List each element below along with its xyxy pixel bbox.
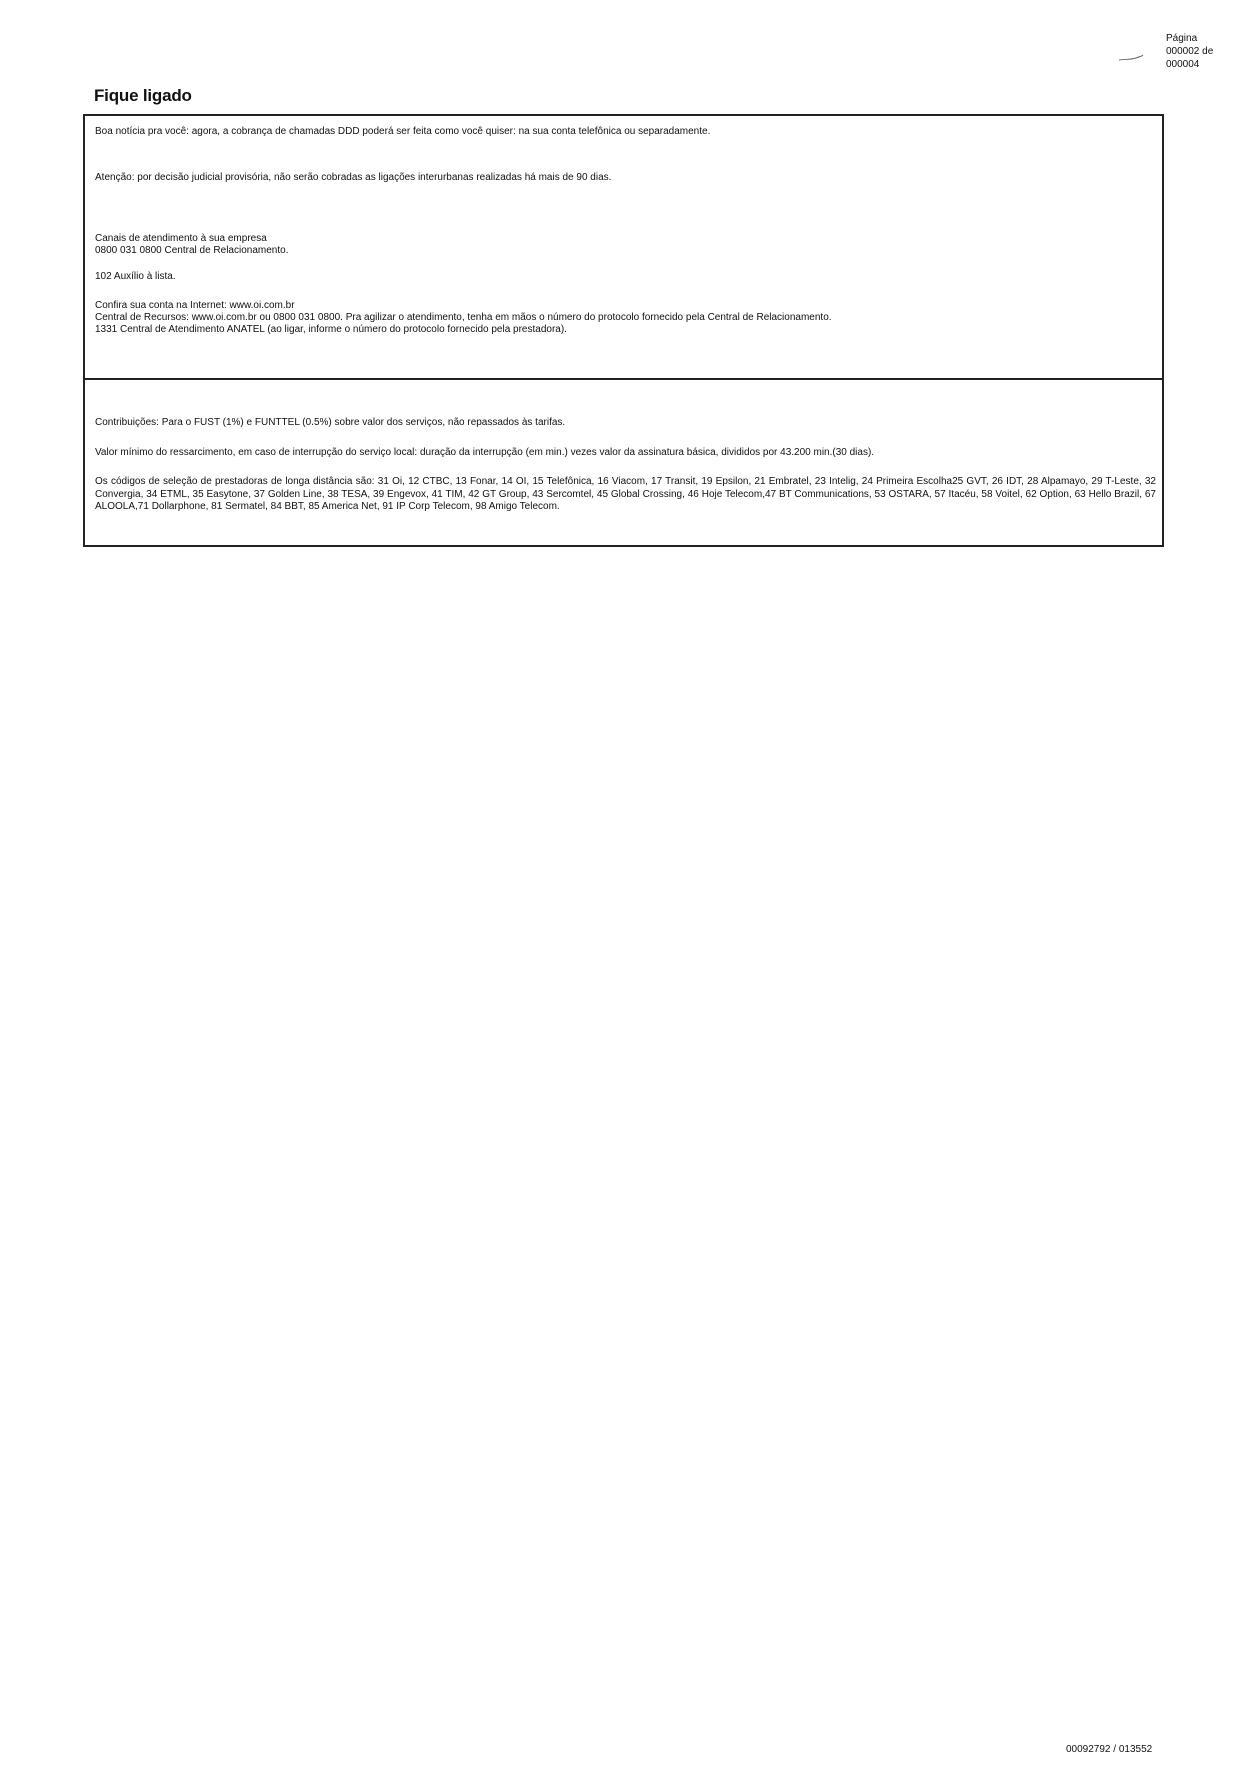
page-of: 000002 de xyxy=(1166,46,1214,57)
news-text: Boa notícia pra você: agora, a cobrança de chamadas DDD poderá ser feita como você quiser: na sua conta telefônica ou separadamente. xyxy=(95,126,711,137)
pen-mark-icon xyxy=(1118,54,1144,62)
carrier-codes-text: Os códigos de seleção de prestadoras de longa distância são: 31 Oi, 12 CTBC, 13 Fonar, 14 OI, 15 Telefônica, 16 Viacom, 17 Transit, 19 Epsilon, 21 Embratel, 23 Intelig, 24 Primeira Escolha25 GVT, 26 IDT, 28 Alpamayo, 29 T-Leste, 32 Convergia, 34 ETML, 35 Easytone, 37 Golden Line, 38 TESA, 39 Engevox, 41 TIM, 42 GT Group, 43 Sercomtel, 45 Global Crossing, 46 Hoje Telecom,47 BT Communications, 53 OSTARA, 57 Itacéu, 58 Voitel, 62 Option, 63 Hello Brazil, 67 ALOOLA,71 Dollarphone, 81 Sermatel, 84 BBT, 85 America Net, 91 IP Corp Telecom, 98 Amigo Telecom. xyxy=(95,476,1156,512)
page-number xyxy=(1166,32,1246,71)
section-title: Fique ligado xyxy=(94,86,192,105)
channels-line-1: 0800 031 0800 Central de Relacionamento. xyxy=(95,245,289,256)
valor-minimo-text: Valor mínimo do ressarcimento, em caso de interrupção do serviço local: duração da interrupção (em min.) vezes valor da assinatura básica, divididos por 43.200 min.(30 dias). xyxy=(95,447,875,458)
anatel-text: 1331 Central de Atendimento ANATEL (ao ligar, informe o número do protocolo fornecido pela prestadora). xyxy=(95,324,567,335)
box-divider xyxy=(85,378,1162,380)
document-code: 00092792 / 013552 xyxy=(1066,1744,1153,1755)
attention-text: Atenção: por decisão judicial provisória, não serão cobradas as ligações interurbanas realizadas há mais de 90 dias. xyxy=(95,172,612,183)
notice-box xyxy=(83,114,1164,547)
internet-text: Confira sua conta na Internet: www.oi.com.br xyxy=(95,300,295,311)
page-total: 000004 xyxy=(1166,59,1200,70)
page-label: Página xyxy=(1166,33,1198,44)
contrib-text: Contribuições: Para o FUST (1%) e FUNTTEL (0.5%) sobre valor dos serviços, não repassados às tarifas. xyxy=(95,417,566,428)
channels-title: Canais de atendimento à sua empresa xyxy=(95,233,267,244)
recursos-text: Central de Recursos: www.oi.com.br ou 0800 031 0800. Pra agilizar o atendimento, tenha em mãos o número do protocolo fornecido pela Central de Relacionamento. xyxy=(95,312,832,323)
channels-line-2: 102 Auxílio à lista. xyxy=(95,271,176,282)
